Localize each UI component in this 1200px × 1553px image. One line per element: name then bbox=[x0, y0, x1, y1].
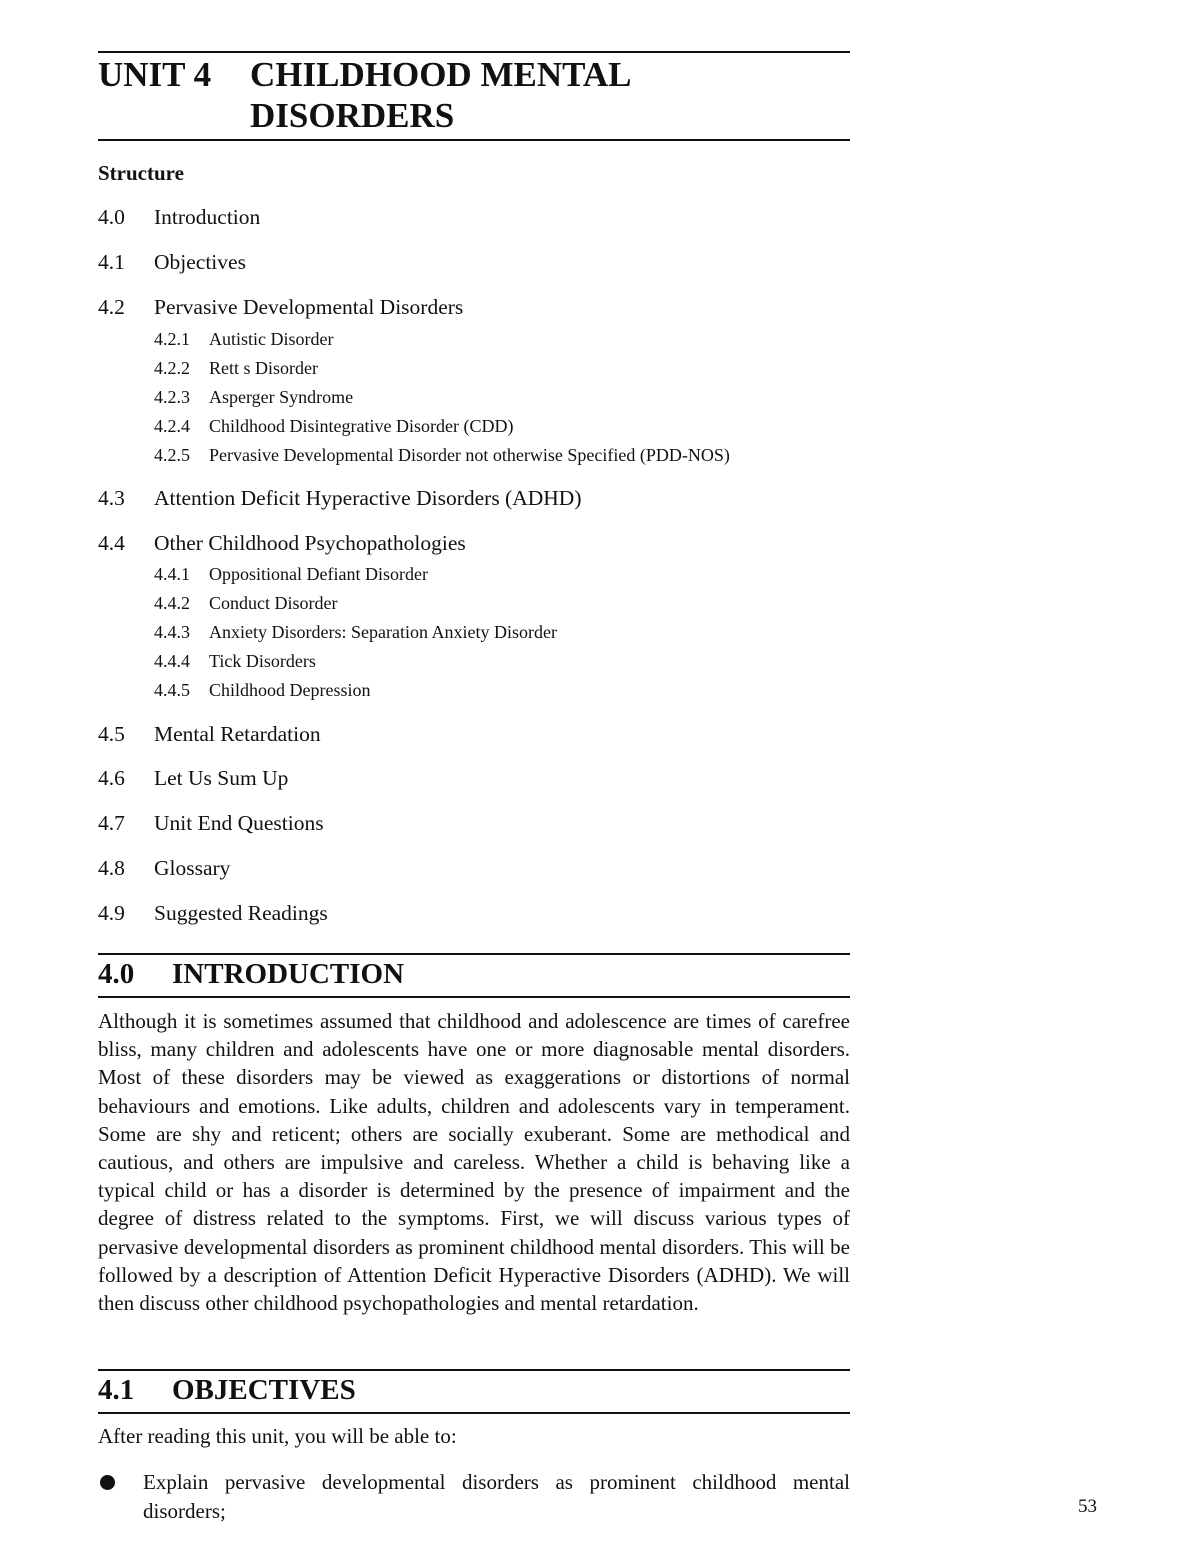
toc-item-number: 4.0 bbox=[98, 205, 125, 229]
toc-item-label: Attention Deficit Hyperactive Disorders (ADHD) bbox=[154, 486, 582, 510]
toc-subitem-number: 4.4.3 bbox=[154, 622, 190, 642]
toc-item-number: 4.1 bbox=[98, 250, 125, 274]
title-bottom-rule bbox=[98, 139, 850, 141]
toc-subitem-label: Pervasive Developmental Disorder not otherwise Specified (PDD-NOS) bbox=[209, 445, 730, 465]
toc-item-number: 4.9 bbox=[98, 901, 125, 925]
toc-item-number: 4.2 bbox=[98, 295, 125, 319]
toc-item-label: Introduction bbox=[154, 205, 261, 229]
toc-subitem-number: 4.2.2 bbox=[154, 358, 190, 378]
bullet-icon bbox=[100, 1475, 115, 1490]
toc-item-label: Let Us Sum Up bbox=[154, 766, 289, 790]
toc-subitem-number: 4.4.4 bbox=[154, 651, 190, 671]
section-number: 4.1 bbox=[98, 1374, 135, 1406]
toc-subitem-label: Asperger Syndrome bbox=[209, 387, 354, 407]
section-title: OBJECTIVES bbox=[172, 1374, 356, 1406]
page-number: 53 bbox=[1078, 1496, 1097, 1517]
toc-subitem-label: Anxiety Disorders: Separation Anxiety Disorder bbox=[209, 622, 557, 642]
toc-subitem-label: Childhood Disintegrative Disorder (CDD) bbox=[209, 416, 514, 436]
toc-item-number: 4.5 bbox=[98, 722, 125, 746]
toc-item-label: Unit End Questions bbox=[154, 811, 324, 835]
introduction-top-rule bbox=[98, 953, 850, 955]
toc-subitem-label: Rett s Disorder bbox=[209, 358, 318, 378]
toc-item-label: Pervasive Developmental Disorders bbox=[154, 295, 464, 319]
unit-title-text: CHILDHOOD MENTAL DISORDERS bbox=[250, 55, 630, 135]
toc-item-label: Mental Retardation bbox=[154, 722, 321, 746]
toc-item-label: Objectives bbox=[154, 250, 246, 274]
toc-subitem-label: Autistic Disorder bbox=[209, 329, 334, 349]
toc-item-number: 4.8 bbox=[98, 856, 125, 880]
toc-item-label: Other Childhood Psychopathologies bbox=[154, 531, 466, 555]
toc-item-label: Glossary bbox=[154, 856, 231, 880]
unit-number: UNIT 4 bbox=[98, 55, 212, 94]
objectives-lead: After reading this unit, you will be able to: bbox=[98, 1424, 457, 1448]
top-rule bbox=[98, 51, 850, 53]
section-title: INTRODUCTION bbox=[172, 958, 405, 990]
introduction-paragraph: Although it is sometimes assumed that childhood and adolescence are times of carefree bliss, many children and adolescents have one or more diagnosable mental disorders. Most of these disorders may be viewed as exaggerations or distortions of normal behaviours and emotions. Like adults, children and adolescents vary in temperament. Some are shy and reticent; others are socially exuberant. Some are methodical and cautious, and others are impulsive and careless. Whether a child is behaving like a typical child or has a disorder is determined by the presence of impairment and the degree of distress related to the symptoms. First, we will discuss various types of pervasive developmental disorders as prominent childhood mental disorders. This will be followed by a description of Attention Deficit Hyperactive Disorders (ADHD). We will then discuss other childhood psychopathologies and mental retardation. bbox=[98, 1009, 850, 1316]
introduction-bottom-rule bbox=[98, 996, 850, 998]
toc-item-label: Suggested Readings bbox=[154, 901, 328, 925]
objectives-top-rule bbox=[98, 1369, 850, 1371]
structure-heading: Structure bbox=[98, 161, 184, 185]
toc-subitem-number: 4.4.2 bbox=[154, 593, 190, 613]
toc-item-number: 4.4 bbox=[98, 531, 125, 555]
objective-text: Explain pervasive developmental disorders as prominent childhood mental disorders; bbox=[143, 1470, 850, 1523]
objectives-bottom-rule bbox=[98, 1412, 850, 1414]
toc-subitem-number: 4.2.4 bbox=[154, 416, 190, 436]
toc-subitem-number: 4.2.3 bbox=[154, 387, 190, 407]
toc-subitem-number: 4.4.1 bbox=[154, 564, 190, 584]
toc-subitem-label: Oppositional Defiant Disorder bbox=[209, 564, 428, 584]
toc-subitem-number: 4.4.5 bbox=[154, 680, 190, 700]
section-number: 4.0 bbox=[98, 958, 135, 990]
toc-item-number: 4.6 bbox=[98, 766, 125, 790]
toc-subitem-number: 4.2.5 bbox=[154, 445, 190, 465]
toc-item-number: 4.7 bbox=[98, 811, 125, 835]
toc-subitem-label: Tick Disorders bbox=[209, 651, 316, 671]
toc-subitem-label: Conduct Disorder bbox=[209, 593, 338, 613]
toc-item-number: 4.3 bbox=[98, 486, 125, 510]
toc-subitem-label: Childhood Depression bbox=[209, 680, 371, 700]
toc-subitem-number: 4.2.1 bbox=[154, 329, 190, 349]
